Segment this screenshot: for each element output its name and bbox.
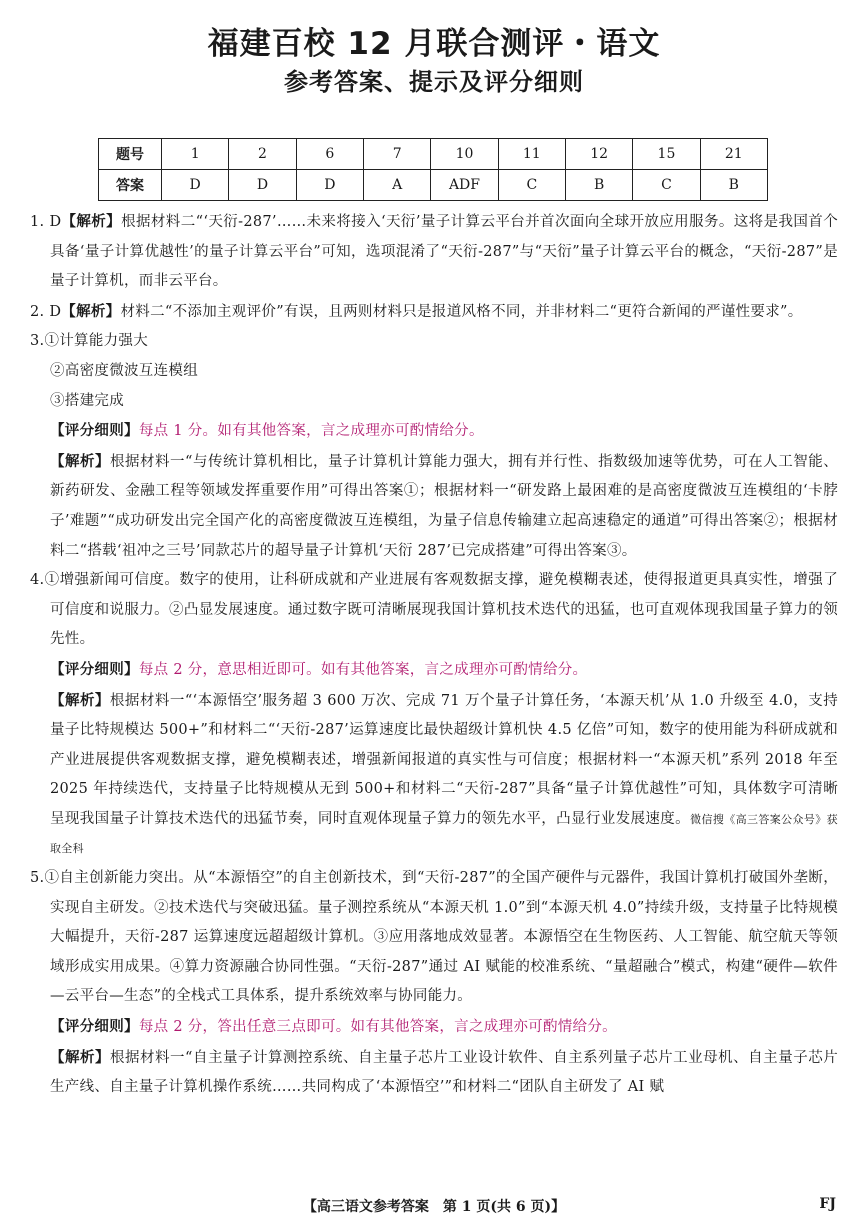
question-4-scoring — [30, 655, 838, 686]
question-3-point-1 — [30, 327, 838, 357]
table-cell-number: 1 — [162, 139, 229, 170]
table-cell-number: 10 — [431, 139, 498, 170]
scoring-text: 每点 1 分。如有其他答案，言之成理亦可酌情给分。 — [138, 423, 484, 440]
answer-text: ①增强新闻可信度。数字的使用，让科研成就和产业进展有客观数据支撑，避免模糊表述，使得报道更具真实性，增强了可信度和说服力。②凸显发展速度。通过数字既可清晰展现我国计算机技术迭代的迅猛，也可直观体现我国量子算力的领先性。 — [44, 572, 838, 648]
answer-table-number-row — [99, 139, 768, 170]
region-code: FJ — [819, 1196, 836, 1212]
table-answer-label: 答案 — [99, 170, 162, 201]
page-footer: 【高三语文参考答案 第 1 页(共 6 页)】 — [302, 1199, 566, 1215]
question-number: 1. D — [30, 214, 62, 230]
answer-explanations — [30, 207, 838, 1103]
table-cell-number: 11 — [498, 139, 565, 170]
question-number: 3. — [30, 333, 45, 350]
analysis-tag: 【解析】 — [61, 213, 122, 230]
answer-text: ①自主创新能力突出。从“本源悟空”的自主创新技术，到“天衍-287”的全国产硬件与元器件，我国计算机打破国外垄断，实现自主研发。②技术迭代与突破迅猛。量子测控系统从“本源天机 1.0”到“本源天机 4.0”持续升级，支持量子比特规模大幅提升，天衍-287 运算速度远超超级计算机。③应用落地成效显著。本源悟空在生物医药、人工智能、航空航天等领域形成实用成果。④算力资源融合协同性强。“天衍-287”通过 AI 赋能的校准系统、“量超融合”模式，构建“硬件—软件—云平台—生态”的全栈式工具体系，提升系统效率与协同能力。 — [44, 870, 838, 1005]
question-4-analysis — [30, 686, 838, 865]
question-number: 4. — [30, 572, 45, 589]
analysis-tag: 【解析】 — [50, 452, 111, 470]
scoring-text: 每点 2 分，答出任意三点即可。如有其他答案，言之成理亦可酌情给分。 — [138, 1019, 617, 1036]
answer-point: ①计算能力强大 — [44, 333, 149, 350]
question-1-explanation — [30, 207, 838, 297]
table-cell-number: 15 — [633, 139, 700, 170]
table-cell-number: 12 — [565, 139, 632, 170]
watermark-note: 微信搜《高三答案公众号》获取全科 — [50, 812, 838, 856]
question-5-answer — [30, 864, 838, 1012]
analysis-text: 根据材料一“‘本源悟空’服务超 3 600 万次、完成 71 万个量子计算任务，‘本源天机’从 1.0 升级至 4.0，支持量子比特规模达 500+”和材料二“‘天衍-287’运算速度比最快超级计算机快 4.5 亿倍”可知，数字的使用能为科研成就和产业进展提供客观数据支撑，避免模糊表述，增强新闻报道的真实性与可信度；根据材料一“本源天机”系列 2018 年至 2025 年持续迭代，支持量子比特规模从无到 500+和材料二“天衍-287”具备“量子计算优越性”可知，具体数字可清晰呈现我国量子计算技术迭代的迅猛节奏，同时直观体现量子算力的领先水平，凸显行业发展速度。 — [50, 692, 838, 827]
analysis-tag: 【解析】 — [50, 1048, 111, 1066]
table-cell-answer: B — [565, 170, 632, 201]
page-title: 福建百校 12 月联合测评・语文 — [207, 26, 661, 62]
analysis-text: 根据材料一“自主量子计算测控系统、自主量子芯片工业设计软件、自主系列量子芯片工业母机、自主量子芯片生产线、自主量子计算机操作系统……共同构成了‘本源悟空’”和材料二“团队自主研发了 AI 赋 — [50, 1049, 839, 1096]
question-4-answer — [30, 566, 838, 655]
table-header-label: 题号 — [99, 139, 162, 170]
scoring-tag: 【评分细则】 — [50, 660, 139, 678]
question-5-analysis — [30, 1043, 838, 1103]
scoring-tag: 【评分细则】 — [50, 1018, 139, 1036]
page-subtitle: 参考答案、提示及评分细则 — [284, 68, 584, 96]
table-cell-answer: A — [363, 170, 430, 201]
table-cell-answer: C — [633, 170, 700, 201]
table-cell-answer: B — [700, 170, 767, 201]
question-number: 5. — [30, 870, 45, 887]
analysis-text: 材料二“不添加主观评价”有误，且两则材料只是报道风格不同，并非材料二“更符合新闻的严谨性要求”。 — [120, 303, 803, 320]
table-cell-answer: C — [498, 170, 565, 201]
scoring-text: 每点 2 分，意思相近即可。如有其他答案，言之成理亦可酌情给分。 — [138, 661, 588, 678]
analysis-text: 根据材料一“与传统计算机相比，量子计算机计算能力强大，拥有并行性、指数级加速等优势，可在人工智能、新药研发、金融工程等领域发挥重要作用”可得出答案①；根据材料一“研发路上最困难的是高密度微波互连模组的‘卡脖子’难题”“成功研发出完全国产化的高密度微波互连模组，为量子信息传输建立起高速稳定的通道”可得出答案②；根据材料二“搭载‘祖冲之三号’同款芯片的超导量子计算机‘天衍 287’已完成搭建”可得出答案③。 — [50, 453, 839, 559]
question-2-explanation — [30, 297, 838, 328]
table-cell-number: 21 — [700, 139, 767, 170]
table-cell-answer: D — [296, 170, 363, 201]
question-number: 2. D — [30, 303, 62, 320]
question-3-scoring — [30, 416, 838, 447]
analysis-tag: 【解析】 — [50, 691, 110, 709]
scoring-tag: 【评分细则】 — [50, 422, 139, 440]
question-3-point-2: ②高密度微波互连模组 — [50, 362, 198, 379]
table-cell-answer: ADF — [431, 170, 498, 201]
answer-table-answer-row — [99, 170, 768, 201]
analysis-text: 根据材料二“‘天衍-287’……未来将接入‘天衍’量子计算云平台并首次面向全球开放应用服务。这将是我国首个具备‘量子计算优越性’的量子计算云平台”可知，选项混淆了“天衍-287”与“天衍”量子计算云平台的概念，“天衍-287”是量子计算机，而非云平台。 — [50, 214, 838, 290]
table-cell-answer: D — [162, 170, 229, 201]
table-cell-answer: D — [229, 170, 296, 201]
question-3-point-3: ③搭建完成 — [50, 392, 124, 409]
analysis-tag: 【解析】 — [61, 302, 121, 320]
question-3-analysis — [30, 447, 838, 566]
table-cell-number: 6 — [296, 139, 363, 170]
answer-table — [98, 138, 768, 201]
question-5-scoring — [30, 1012, 838, 1043]
table-cell-number: 7 — [363, 139, 430, 170]
table-cell-number: 2 — [229, 139, 296, 170]
